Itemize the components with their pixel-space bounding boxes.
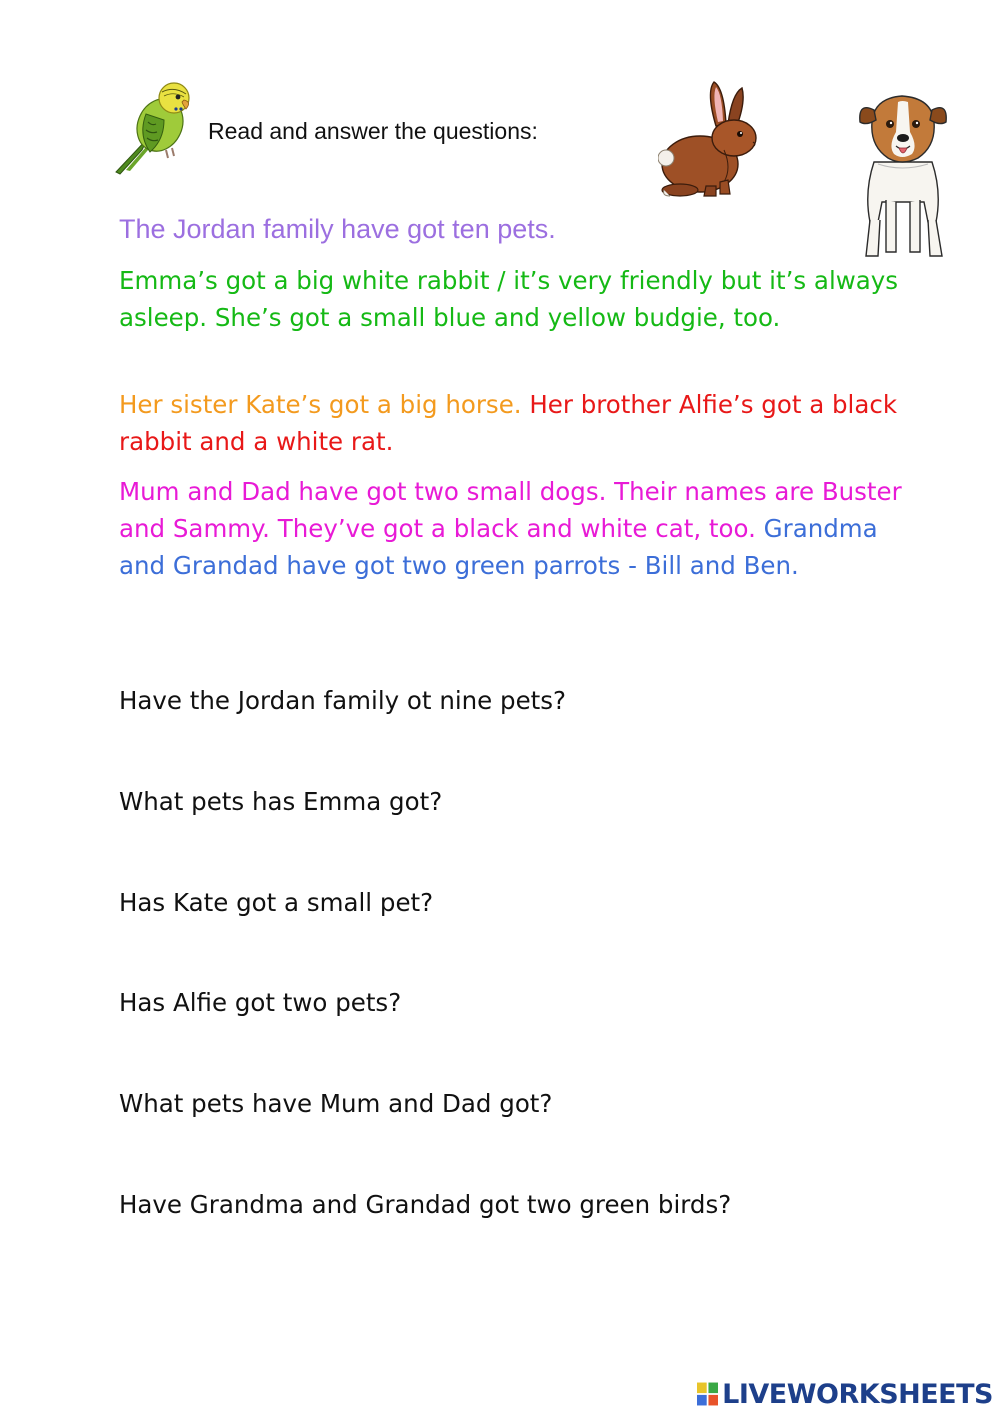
kate-text: Her sister Kate’s got a big horse. — [119, 390, 522, 419]
family-paragraph — [119, 473, 909, 584]
question-6: Have Grandma and Grandad got two green birds? — [119, 1190, 732, 1219]
intro-sentence: The Jordan family have got ten pets. — [119, 214, 556, 244]
kate-alfie-paragraph — [119, 386, 909, 460]
question-1: Have the Jordan family ot nine pets? — [119, 686, 567, 715]
alfie-text: Her brother Alfie’s got a black rabbit and a white rat. — [119, 390, 898, 456]
question-3: Has Kate got a small pet? — [119, 888, 434, 917]
rabbit-icon — [658, 78, 764, 202]
question-4: Has Alfie got two pets? — [119, 988, 402, 1017]
logo-text: LIVEWORKSHEETS — [722, 1378, 993, 1410]
logo-blocks-icon — [697, 1381, 718, 1407]
mum-dad-text: Mum and Dad have got two small dogs. Their names are Buster and Sammy. They’ve got a black and white cat, too. — [119, 477, 902, 543]
question-2: What pets has Emma got? — [119, 787, 443, 816]
grandparents-text: Grandma and Grandad have got two green parrots - Bill and Ben. — [119, 514, 878, 580]
budgie-icon — [112, 80, 196, 176]
emma-text: Emma’s got a big white rabbit / it’s very friendly but it’s always asleep. She’s got a small blue and yellow budgie, too. — [119, 266, 899, 332]
instruction-text: Read and answer the questions: — [208, 118, 538, 144]
emma-paragraph — [119, 262, 909, 336]
liveworksheets-logo — [697, 1377, 993, 1411]
question-5: What pets have Mum and Dad got? — [119, 1089, 553, 1118]
